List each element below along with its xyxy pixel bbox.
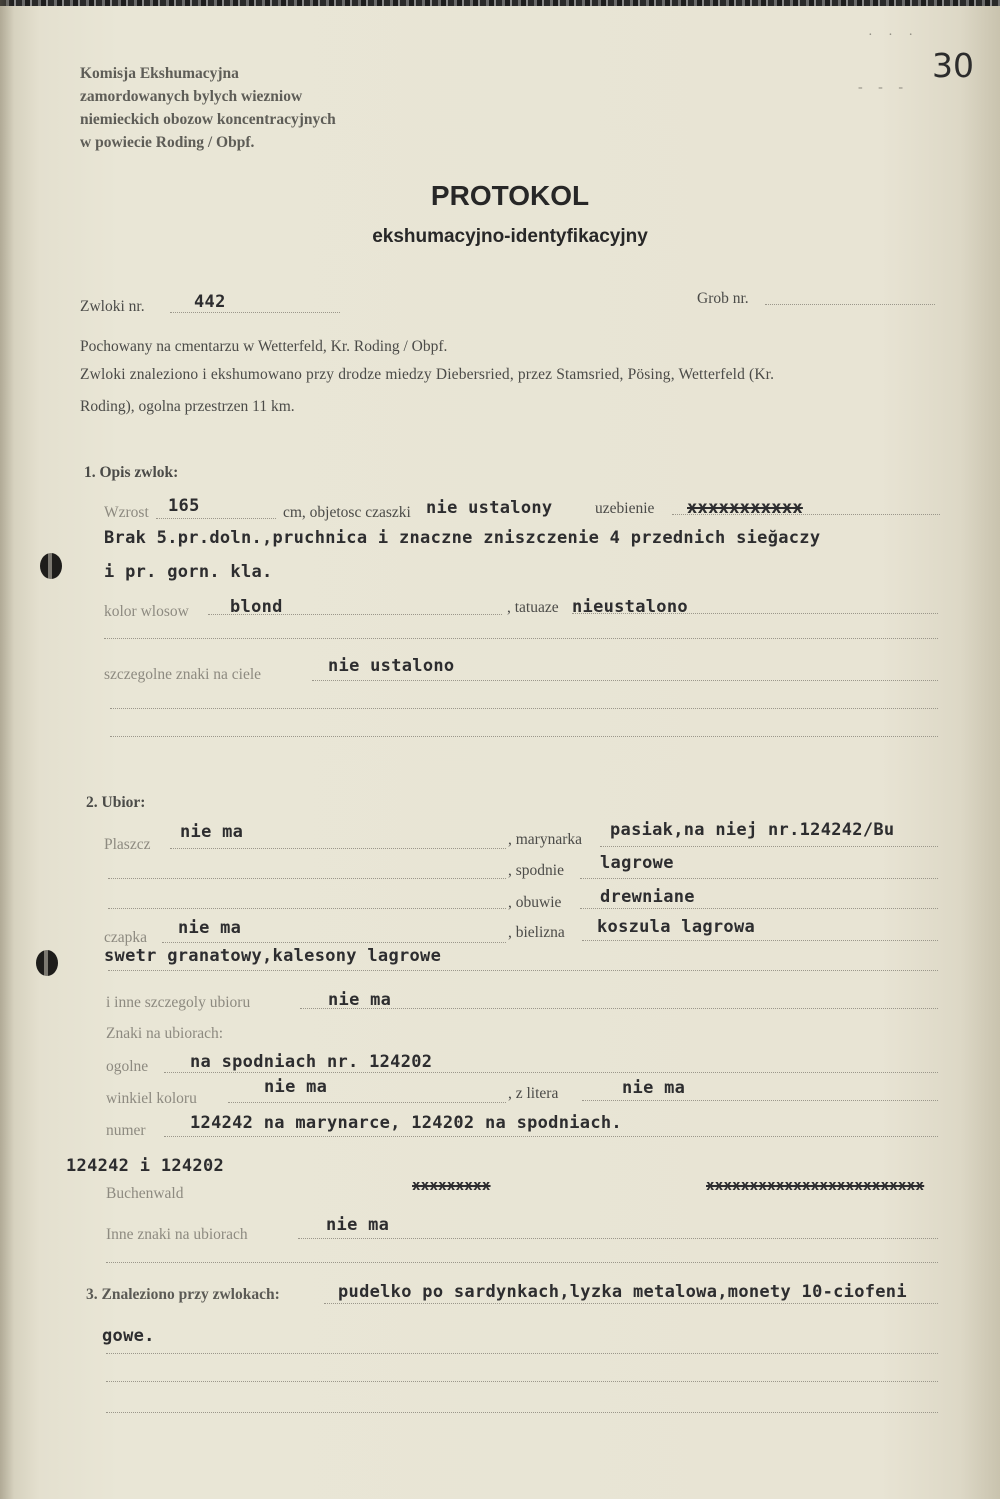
wzrost-line <box>156 518 276 519</box>
czaszka-value: nie ustalony <box>426 498 553 518</box>
marynarka-value: pasiak,na niej nr.124242/Bu <box>610 820 895 840</box>
struck-mid: xxxxxxxxx <box>412 1178 491 1194</box>
inne-line <box>300 1008 938 1009</box>
znaki-line <box>312 680 938 681</box>
znaki-label: szczegolne znaki na ciele <box>104 666 262 683</box>
czapka-line <box>162 942 506 943</box>
znaki-ubior-heading: Znaki na ubiorach: <box>106 1025 224 1042</box>
marynarka-label: , marynarka <box>508 831 583 848</box>
section2-heading: 2. Ubior: <box>86 794 146 811</box>
blank-line <box>110 736 938 737</box>
section1-heading: 1. Opis zwlok: <box>84 464 179 481</box>
inne-znaki-label: Inne znaki na ubiorach <box>106 1226 248 1243</box>
blank-line <box>324 1303 938 1304</box>
tatuaze-value: nieustalono <box>572 597 688 617</box>
inne-znaki-value: nie ma <box>326 1215 390 1235</box>
wzrost-label: Wzrost <box>104 504 149 521</box>
ogolne-label: ogolne <box>106 1058 149 1075</box>
sweter-line: swetr granatowy,kalesony lagrowe <box>104 946 442 966</box>
org-line: w powiecie Roding / Obpf. <box>80 134 255 151</box>
page-number-dashes: - - - <box>858 80 909 95</box>
org-line: niemieckich obozow koncentracyjnych <box>80 111 336 128</box>
winkiel-label: winkiel koloru <box>106 1090 197 1107</box>
inne-value: nie ma <box>328 990 392 1010</box>
ogolne-value: na spodniach nr. 124202 <box>190 1052 433 1072</box>
litera-label: , z litera <box>508 1085 559 1102</box>
blank-line <box>108 970 938 971</box>
cm-label: cm, objetosc czaszki <box>283 504 411 521</box>
punch-hole <box>36 950 58 976</box>
znaki-value: nie ustalono <box>328 656 455 676</box>
blank-line <box>106 1412 938 1413</box>
winkiel-value: nie ma <box>264 1077 328 1097</box>
inne-znaki-line <box>298 1238 938 1239</box>
found-text-line1: Zwloki znaleziono i ekshumowano przy drodze miedzy Diebersried, przez Stamsried, Pösing, Wetterfeld (Kr. <box>80 366 775 383</box>
litera-line <box>582 1100 938 1101</box>
litera-value: nie ma <box>622 1078 686 1098</box>
czapka-value: nie ma <box>178 918 242 938</box>
blank-line <box>106 1353 938 1354</box>
plaszcz-line <box>170 848 506 849</box>
org-line: zamordowanych bylych wiezniow <box>80 88 303 105</box>
teeth-line2: i pr. gorn. kla. <box>104 562 273 582</box>
numer-value: 124242 na marynarce, 124202 na spodniach. <box>190 1113 622 1133</box>
punch-hole <box>40 553 62 579</box>
section3-value-line1: pudelko po sardynkach,lyzka metalowa,monety 10-ciofeni <box>338 1282 907 1302</box>
obuwie-value: drewniane <box>600 887 695 907</box>
zwloki-line <box>170 312 340 313</box>
kolor-value: blond <box>230 597 283 617</box>
ogolne-line <box>164 1072 938 1073</box>
winkiel-line <box>228 1102 506 1103</box>
org-line: Komisja Ekshumacyjna <box>80 65 239 82</box>
spodnie-label: , spodnie <box>508 862 564 879</box>
grob-line <box>765 304 935 305</box>
buchenwald-label: Buchenwald <box>106 1185 184 1202</box>
czapka-label: czapka <box>104 929 148 946</box>
blank-line <box>104 638 938 639</box>
section3-value-line2: gowe. <box>102 1326 155 1346</box>
zwloki-label: Zwloki nr. <box>80 298 145 315</box>
blank-line <box>106 1262 938 1263</box>
blank-line <box>108 908 506 909</box>
uzebienie-label: uzebienie <box>595 500 655 517</box>
numbers-line: 124242 i 124202 <box>66 1156 225 1176</box>
org-header <box>80 62 336 154</box>
blank-line <box>110 708 938 709</box>
tatuaze-label: , tatuaze <box>507 599 559 616</box>
page-number: 30 <box>932 46 974 85</box>
zwloki-value: 442 <box>194 292 226 312</box>
burial-text: Pochowany na cmentarzu w Wetterfeld, Kr. Roding / Obpf. <box>80 338 448 355</box>
numer-label: numer <box>106 1122 146 1139</box>
wzrost-value: 165 <box>168 496 200 516</box>
blank-line <box>106 1381 938 1382</box>
tatuaze-line <box>572 613 938 614</box>
bielizna-value: koszula lagrowa <box>597 917 756 937</box>
obuwie-line <box>580 908 938 909</box>
spodnie-line <box>580 878 938 879</box>
page-title: PROTOKOL <box>430 180 590 211</box>
kolor-label: kolor wlosow <box>104 603 189 620</box>
grob-label: Grob nr. <box>697 290 749 307</box>
inne-label: i inne szczegoly ubioru <box>106 994 251 1011</box>
bielizna-line <box>582 940 938 941</box>
uzebienie-value: xxxxxxxxxxx <box>687 498 803 518</box>
plaszcz-value: nie ma <box>180 822 244 842</box>
spodnie-value: lagrowe <box>600 853 674 873</box>
page-subtitle: ekshumacyjno-identyfikacyjny <box>372 226 648 247</box>
obuwie-label: , obuwie <box>508 894 562 911</box>
numer-line <box>164 1136 938 1137</box>
struck-right: xxxxxxxxxxxxxxxxxxxxxxxxx <box>706 1178 925 1194</box>
teeth-line1: Brak 5.pr.doln.,pruchnica i znaczne zniszczenie 4 przednich sieğaczy <box>104 528 821 548</box>
plaszcz-label: Plaszcz <box>104 836 151 853</box>
marynarka-line <box>600 846 938 847</box>
blank-line <box>108 878 506 879</box>
bielizna-label: , bielizna <box>508 924 565 941</box>
page-number-dots: · · · <box>868 28 919 43</box>
found-text-line2: Roding), ogolna przestrzen 11 km. <box>80 398 295 415</box>
section3-heading: 3. Znaleziono przy zwlokach: <box>86 1286 280 1303</box>
